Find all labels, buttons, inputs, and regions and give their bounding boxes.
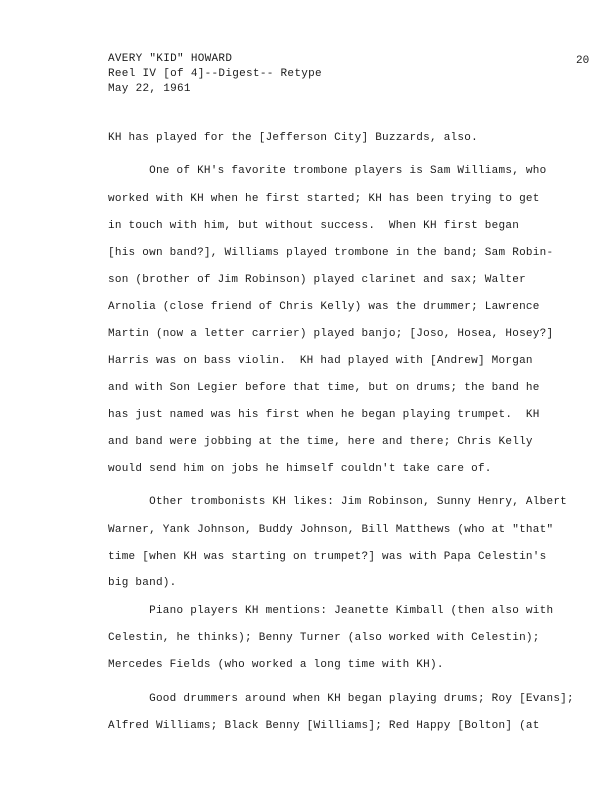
text-line: time [when KH was starting on trumpet?] was with Papa Celestin's [108,551,547,563]
text-line: [his own band?], Williams played trombone in the band; Sam Robin- [108,247,554,259]
text-line: big band). [108,577,177,589]
text-line: and with Son Legier before that time, but on drums; the band he [108,382,540,394]
text-line: Martin (now a letter carrier) played banjo; [Joso, Hosea, Hosey?] [108,328,554,340]
text-line: worked with KH when he first started; KH has been trying to get [108,193,540,205]
text-line: Celestin, he thinks); Benny Turner (also worked with Celestin); [108,632,540,644]
text-line: Piano players KH mentions: Jeanette Kimball (then also with [108,605,554,617]
text-line: son (brother of Jim Robinson) played clarinet and sax; Walter [108,274,526,286]
header-name: AVERY "KID" HOWARD [108,53,233,65]
text-line: Harris was on bass violin. KH had played with [Andrew] Morgan [108,355,533,367]
document-header [108,52,322,97]
text-line: One of KH's favorite trombone players is Sam Williams, who [108,165,547,177]
header-date: May 22, 1961 [108,83,191,95]
header-reel: Reel IV [of 4]--Digest-- Retype [108,68,322,80]
text-line: Mercedes Fields (who worked a long time with KH). [108,659,444,671]
text-line: has just named was his first when he began playing trumpet. KH [108,409,540,421]
text-line: and band were jobbing at the time, here and there; Chris Kelly [108,436,533,448]
page-number: 20 [576,55,590,67]
text-line: Arnolia (close friend of Chris Kelly) was the drummer; Lawrence [108,301,540,313]
text-line: in touch with him, but without success. When KH first began [108,220,520,232]
text-line: would send him on jobs he himself couldn't take care of. [108,463,492,475]
text-line: Good drummers around when KH began playing drums; Roy [Evans]; [108,693,574,705]
text-line: Warner, Yank Johnson, Buddy Johnson, Bill Matthews (who at "that" [108,524,554,536]
text-line: Other trombonists KH likes: Jim Robinson, Sunny Henry, Albert [108,496,568,508]
text-line: Alfred Williams; Black Benny [Williams]; Red Happy [Bolton] (at [108,720,540,732]
text-line: KH has played for the [Jefferson City] Buzzards, also. [108,132,478,144]
